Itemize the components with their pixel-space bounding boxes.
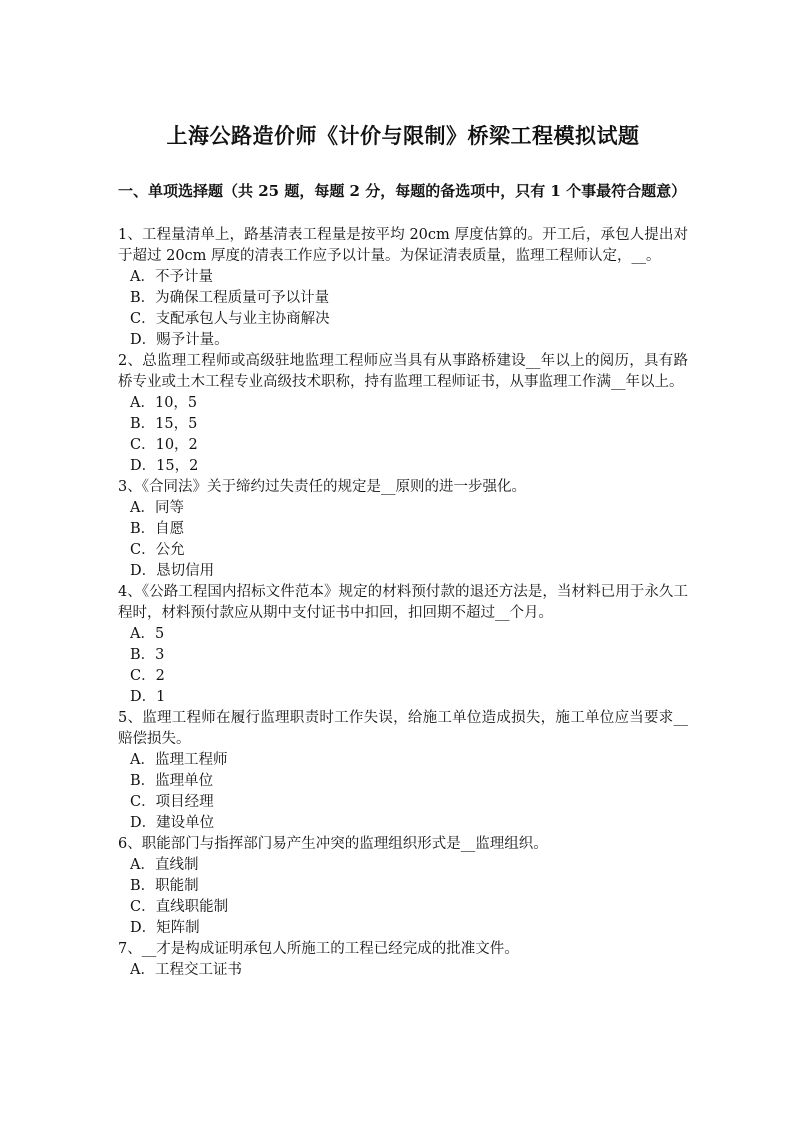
answer-option: C．2 xyxy=(130,668,165,684)
answer-option: C．项目经理 xyxy=(130,794,214,810)
answer-option: A．10，5 xyxy=(130,395,198,411)
question-stem: 6、职能部门与指挥部门易产生冲突的监理组织形式是__监理组织。 xyxy=(118,836,548,852)
answer-option: D．恳切信用 xyxy=(130,563,215,579)
question-5 xyxy=(118,708,688,834)
answer-option: A．不予计量 xyxy=(130,269,213,285)
question-stem: 1、工程量清单上，路基清表工程量是按平均 20cm 厚度估算的。开工后，承包人提出对于超过 20cm 厚度的清表工作应予以计量。为保证清表质量，监理工程师认定，__。 xyxy=(118,227,688,264)
answer-option: A．直线制 xyxy=(130,857,199,873)
question-2 xyxy=(118,351,688,477)
answer-option: A．工程交工证书 xyxy=(130,962,242,978)
answer-option: A．监理工程师 xyxy=(130,752,228,768)
answer-option: B．15，5 xyxy=(130,416,198,432)
question-3 xyxy=(118,477,688,582)
question-stem: 4、《公路工程国内招标文件范本》规定的材料预付款的退还方法是，当材料已用于永久工程时，材料预付款应从期中支付证书中扣回，扣回期不超过__个月。 xyxy=(118,584,688,621)
answer-option: C．10，2 xyxy=(130,437,198,453)
answer-option: D．矩阵制 xyxy=(130,920,200,936)
answer-option: B．3 xyxy=(130,647,165,663)
section-heading: 一、单项选择题（共 25 题，每题 2 分，每题的备选项中，只有 1 个事最符合题意） xyxy=(118,182,687,200)
question-stem: 3、《合同法》关于缔约过失责任的规定是__原则的进一步强化。 xyxy=(118,479,526,495)
answer-option: A．同等 xyxy=(130,500,184,516)
answer-option: D．建设单位 xyxy=(130,815,215,831)
question-7 xyxy=(118,939,688,981)
question-4 xyxy=(118,582,688,708)
document-title: 上海公路造价师《计价与限制》桥梁工程模拟试题 xyxy=(166,123,640,148)
question-stem: 5、监理工程师在履行监理职责时工作失误，给施工单位造成损失，施工单位应当要求__赔偿损失。 xyxy=(118,710,688,747)
question-list xyxy=(118,225,688,981)
answer-option: D．15，2 xyxy=(130,458,199,474)
answer-option: D．1 xyxy=(130,689,166,705)
question-1 xyxy=(118,225,688,351)
question-stem: 7、__才是构成证明承包人所施工的工程已经完成的批准文件。 xyxy=(118,941,519,957)
answer-option: D．赐予计量。 xyxy=(130,332,229,348)
answer-option: B．自愿 xyxy=(130,521,185,537)
question-6 xyxy=(118,834,688,939)
answer-option: C．直线职能制 xyxy=(130,899,229,915)
question-stem: 2、总监理工程师或高级驻地监理工程师应当具有从事路桥建设__年以上的阅历，具有路桥专业或土木工程专业高级技术职称，持有监理工程师证书，从事监理工作满__年以上。 xyxy=(118,353,688,390)
answer-option: C．支配承包人与业主协商解决 xyxy=(130,311,330,327)
answer-option: B．为确保工程质量可予以计量 xyxy=(130,290,330,306)
answer-option: B．监理单位 xyxy=(130,773,214,789)
answer-option: B．职能制 xyxy=(130,878,199,894)
answer-option: A．5 xyxy=(130,626,165,642)
answer-option: C．公允 xyxy=(130,542,185,558)
